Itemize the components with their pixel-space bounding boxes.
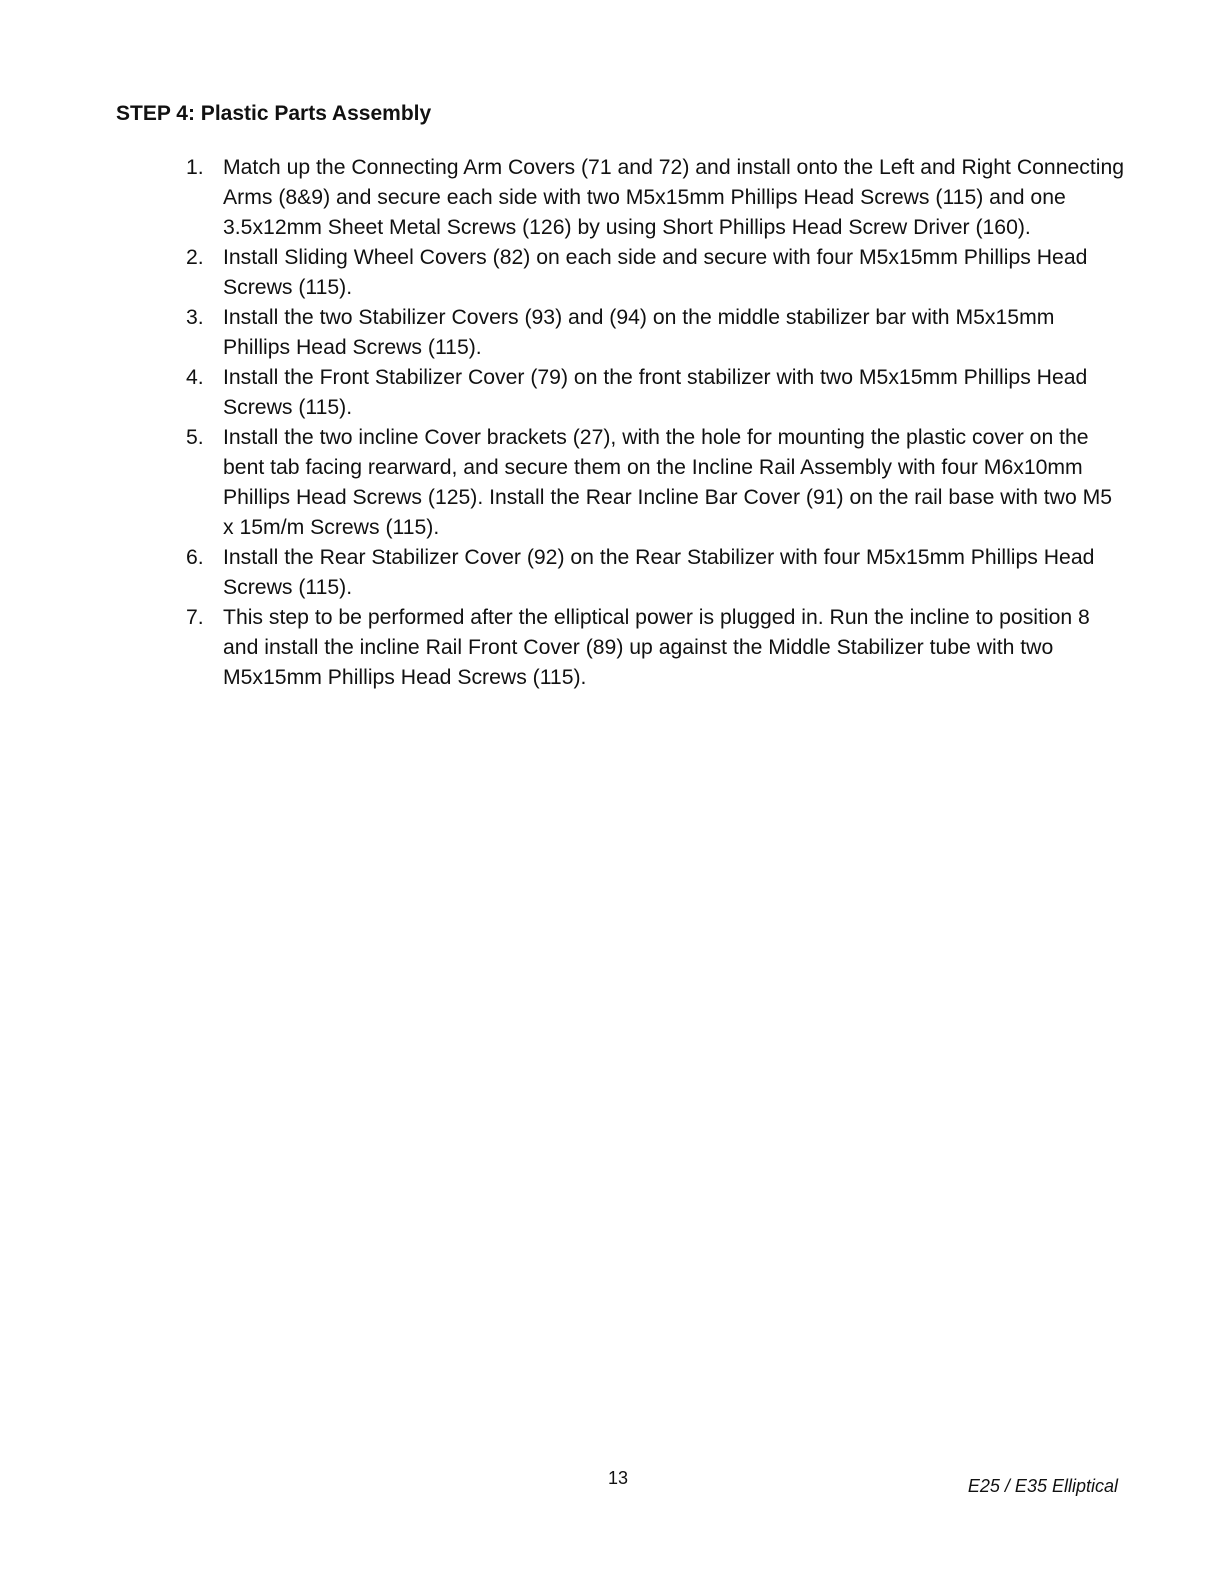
step-text: Install the two Stabilizer Covers (93) and (94) on the middle stabilizer bar with M5x15mm Phillips Head Screws (115). [223,306,1055,359]
step-item [186,243,1126,303]
step-item [186,423,1126,543]
step-text: Match up the Connecting Arm Covers (71 and 72) and install onto the Left and Right Connecting Arms (8&9) and secure each side with two M5x15mm Phillips Head Screws (115) and one 3.5x12mm Sheet Metal Screws (126) by using Short Phillips Head Screw Driver (160). [223,156,1125,239]
step-text: Install the Front Stabilizer Cover (79) on the front stabilizer with two M5x15mm Phillips Head Screws (115). [223,366,1088,419]
step-item [186,603,1126,693]
step-item [186,543,1126,603]
step-item [186,153,1126,243]
step-text: This step to be performed after the elliptical power is plugged in. Run the incline to position 8 and install the incline Rail Front Cover (89) up against the Middle Stabilizer tube with two M5x15mm Phillips Head Screws (115). [223,606,1090,689]
step-item [186,303,1126,363]
step-number: 3. [186,306,204,329]
step-number: 6. [186,546,204,569]
step-number: 5. [186,426,204,449]
step-item [186,363,1126,423]
footer-product-title: E25 / E35 Elliptical [967,1476,1118,1496]
step-number: 1. [186,156,204,179]
step-number: 4. [186,366,204,389]
section-heading: STEP 4: Plastic Parts Assembly [116,102,432,125]
step-text: Install the two incline Cover brackets (27), with the hole for mounting the plastic cover on the bent tab facing rearward, and secure them on the Incline Rail Assembly with four M6x10mm Phillips Head Screws (125). Install the Rear Incline Bar Cover (91) on the rail base with two M5 x 15m/m Screws (115). [223,426,1113,539]
step-text: Install the Rear Stabilizer Cover (92) on the Rear Stabilizer with four M5x15mm Phillips Head Screws (115). [223,546,1095,599]
assembly-steps-list [186,153,1126,693]
step-number: 7. [186,606,204,629]
step-text: Install Sliding Wheel Covers (82) on each side and secure with four M5x15mm Phillips Head Screws (115). [223,246,1088,299]
step-number: 2. [186,246,204,269]
page-number: 13 [607,1468,629,1488]
